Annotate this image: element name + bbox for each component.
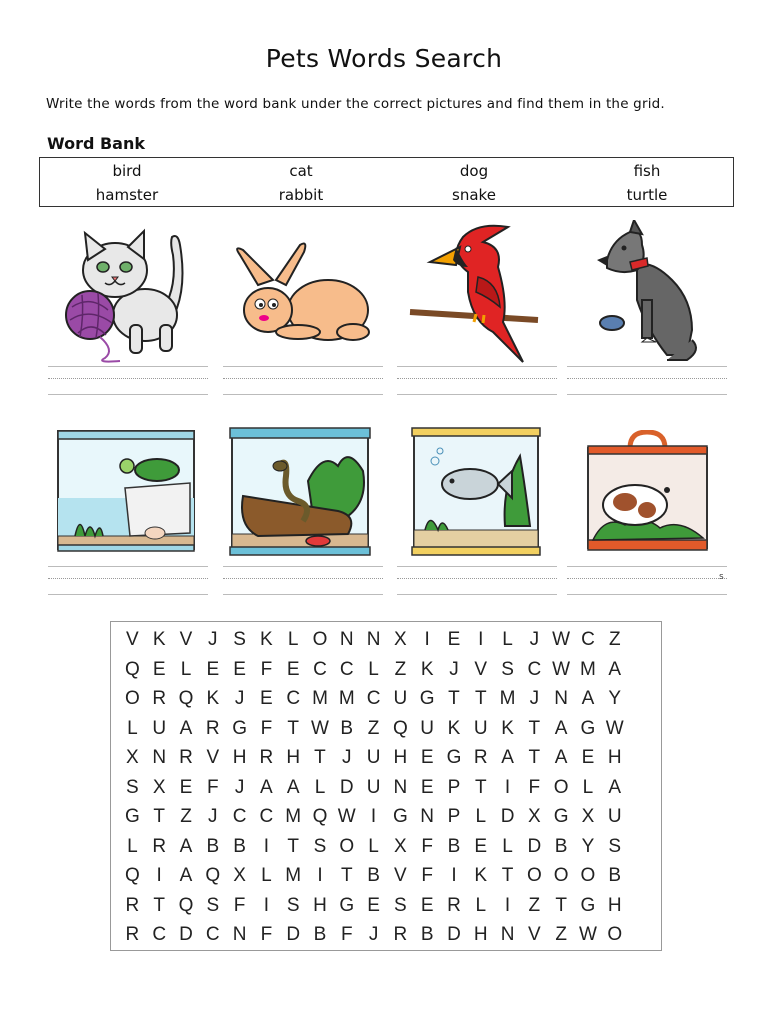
grid-letter[interactable]: L [368,835,379,857]
grid-letter[interactable]: R [393,924,408,945]
grid-letter[interactable]: W [552,658,571,680]
grid-letter[interactable]: Z [394,658,407,680]
grid-letter[interactable]: N [420,806,435,827]
grid-letter[interactable]: N [500,924,515,945]
word-bank-word: rabbit [278,186,324,204]
grid-row [119,891,655,921]
grid-letter[interactable]: S [233,629,246,650]
grid-letter[interactable]: U [366,747,381,768]
grid-letter[interactable]: N [152,747,167,768]
grid-row [119,684,655,714]
grid-letter[interactable]: D [527,835,542,857]
grid-letter[interactable]: F [260,658,273,680]
grid-letter[interactable]: K [501,717,514,739]
grid-letter[interactable]: H [473,924,488,945]
grid-letter[interactable]: B [367,865,380,886]
grid-letter[interactable]: Q [178,688,194,709]
page-title: Pets Words Search [265,44,503,73]
grid-letter[interactable]: F [340,924,353,945]
grid-letter[interactable]: L [502,629,513,650]
grid-letter[interactable]: Z [367,717,380,739]
grid-letter[interactable]: G [553,806,569,827]
cat-picture [60,225,190,365]
grid-letter[interactable]: L [582,776,594,798]
grid-letter[interactable]: G [580,894,596,916]
grid-letter[interactable]: M [285,806,302,827]
grid-letter[interactable]: M [312,688,328,709]
grid-letter[interactable]: W [552,629,571,650]
grid-letter[interactable]: B [447,835,461,857]
grid-letter[interactable]: H [393,747,408,768]
grid-letter[interactable]: O [339,835,355,857]
grid-letter[interactable]: O [553,776,569,798]
grid-letter[interactable]: X [581,806,595,827]
grid-letter[interactable]: V [528,924,541,945]
grid-row [119,625,655,655]
grid-letter[interactable]: N [339,629,354,650]
grid-letter[interactable]: S [206,894,220,916]
grid-letter[interactable]: O [607,924,623,945]
grid-letter[interactable]: H [607,894,622,916]
grid-letter[interactable]: P [447,806,461,827]
word-bank-word: dog [459,162,489,180]
grid-letter[interactable]: C [286,688,301,709]
grid-letter[interactable]: E [420,776,434,798]
bird-picture [408,222,543,364]
grid-letter[interactable]: G [419,688,435,709]
grid-letter[interactable]: E [447,629,461,650]
grid-letter[interactable]: N [393,776,408,798]
instructions: Write the words from the word bank under the correct pictures and find them in the grid. [46,96,665,112]
grid-letter[interactable]: A [554,747,568,768]
grid-letter[interactable]: Q [205,865,221,886]
grid-letter[interactable]: I [478,629,484,650]
grid-letter[interactable]: L [314,776,326,798]
grid-letter[interactable]: G [392,806,408,827]
grid-letter[interactable]: U [473,717,488,739]
word-bank-word: bird [112,162,142,180]
corner-mark: s [719,572,724,582]
grid-letter[interactable]: A [554,717,568,739]
word-bank-word: turtle [626,186,668,204]
grid-letter[interactable]: L [502,835,513,857]
grid-letter[interactable]: A [179,835,193,857]
grid-letter[interactable]: G [339,894,355,916]
grid-letter[interactable]: B [340,717,354,739]
grid-letter[interactable]: X [152,776,166,798]
grid-letter[interactable]: J [208,806,218,827]
grid-letter[interactable]: X [233,865,246,886]
grid-letter[interactable]: V [394,865,407,886]
grid-letter[interactable]: X [528,806,541,827]
grid-letter[interactable]: C [232,806,247,827]
grid-letter[interactable]: R [125,894,140,916]
grid-row [119,861,655,891]
grid-letter[interactable]: X [394,629,407,650]
grid-letter[interactable]: M [285,865,302,886]
grid-letter[interactable]: R [259,747,274,768]
grid-row [119,802,655,832]
grid-letter[interactable]: P [447,776,461,798]
grid-letter[interactable]: G [446,747,462,768]
grid-letter[interactable]: T [474,688,487,709]
grid-letter[interactable]: C [366,688,381,709]
rabbit-picture [228,240,373,348]
grid-letter[interactable]: I [504,894,511,916]
grid-letter[interactable]: S [313,835,327,857]
grid-letter[interactable]: B [233,835,246,857]
grid-letter[interactable]: Z [555,924,567,945]
grid-letter[interactable]: F [421,865,433,886]
grid-letter[interactable]: D [286,924,301,945]
grid-letter[interactable]: L [475,894,487,916]
grid-letter[interactable]: D [179,924,193,945]
grid-letter[interactable]: C [581,629,595,650]
grid-letter[interactable]: J [342,747,352,768]
grid-letter[interactable]: W [311,717,329,739]
grid-letter[interactable]: O [580,865,596,886]
grid-letter[interactable]: R [205,717,220,739]
word-bank-box [39,157,734,207]
grid-letter[interactable]: N [554,688,569,709]
grid-letter[interactable]: E [233,658,246,680]
grid-letter[interactable]: M [580,658,596,680]
grid-letter[interactable]: X [394,835,407,857]
grid-letter[interactable]: S [394,894,407,916]
grid-letter[interactable]: T [555,894,567,916]
grid-letter[interactable]: E [260,688,273,709]
grid-letter[interactable]: J [368,924,379,945]
grid-letter[interactable]: E [367,894,380,916]
grid-letter[interactable]: A [179,865,193,886]
grid-letter[interactable]: F [528,776,541,798]
grid-letter[interactable]: R [152,688,167,709]
grid-letter[interactable]: G [125,806,140,827]
grid-letter[interactable]: Q [392,717,408,739]
turtle-tank-picture [55,428,197,554]
grid-letter[interactable]: T [153,806,165,827]
grid-letter[interactable]: I [370,806,377,827]
grid-letter[interactable]: I [424,629,430,650]
grid-letter[interactable]: E [581,747,595,768]
grid-letter[interactable]: L [127,835,138,857]
grid-letter[interactable]: T [528,717,541,739]
grid-letter[interactable]: K [206,688,220,709]
grid-letter[interactable]: L [287,629,299,650]
grid-letter[interactable]: B [206,835,220,857]
grid-letter[interactable]: K [260,629,273,650]
grid-letter[interactable]: H [607,747,622,768]
grid-letter[interactable]: T [287,717,299,739]
grid-letter[interactable]: E [286,658,300,680]
grid-letter[interactable]: Q [178,894,194,916]
grid-letter[interactable]: T [448,688,460,709]
grid-letter[interactable]: K [152,629,166,650]
grid-row [119,714,655,744]
hamster-cage-picture [585,430,710,555]
grid-letter[interactable]: K [474,865,488,886]
grid-letter[interactable]: C [339,658,354,680]
grid-letter[interactable]: U [607,806,622,827]
grid-letter[interactable]: M [499,688,516,709]
grid-letter[interactable]: A [608,776,622,798]
grid-letter[interactable]: B [313,924,327,945]
word-bank-word: cat [289,162,313,180]
grid-letter[interactable]: S [501,658,514,680]
word-search-grid [110,621,662,951]
grid-letter[interactable]: M [338,688,355,709]
grid-letter[interactable]: U [420,717,435,739]
grid-letter[interactable]: Q [125,658,140,680]
grid-letter[interactable]: Y [581,835,595,857]
word-bank-word: fish [633,162,661,180]
grid-row [119,655,655,685]
grid-letter[interactable]: I [504,776,511,798]
grid-row [119,773,655,803]
grid-letter[interactable]: I [263,894,270,916]
grid-letter[interactable]: Q [125,865,140,886]
grid-letter[interactable]: V [126,629,139,650]
grid-letter[interactable]: L [368,658,379,680]
grid-letter[interactable]: R [473,747,488,768]
grid-letter[interactable]: J [449,658,459,680]
grid-letter[interactable]: O [526,865,542,886]
grid-letter[interactable]: K [420,658,434,680]
grid-letter[interactable]: A [260,776,273,798]
grid-row [119,743,655,773]
grid-letter[interactable]: W [605,717,624,739]
grid-row [119,832,655,862]
grid-letter[interactable]: V [474,658,488,680]
word-bank-word: hamster [95,186,159,204]
grid-letter[interactable]: B [420,924,434,945]
word-bank-word: snake [452,186,496,204]
grid-letter[interactable]: O [312,629,328,650]
grid-letter[interactable]: V [206,747,220,768]
grid-letter[interactable]: Q [312,806,328,827]
grid-letter[interactable]: A [581,688,595,709]
grid-row [119,920,655,950]
grid-letter[interactable]: R [179,747,193,768]
grid-letter[interactable]: V [179,629,193,650]
grid-letter[interactable]: E [420,894,434,916]
grid-letter[interactable]: D [500,806,515,827]
grid-letter[interactable]: L [261,865,272,886]
word-bank-heading: Word Bank [47,134,146,153]
grid-letter[interactable]: U [366,776,381,798]
grid-letter[interactable]: A [179,717,193,739]
grid-letter[interactable]: T [314,747,326,768]
grid-letter[interactable]: L [475,806,487,827]
grid-letter[interactable]: X [126,747,139,768]
grid-letter[interactable]: B [554,835,568,857]
grid-letter[interactable]: K [447,717,461,739]
grid-letter[interactable]: T [474,776,487,798]
grid-letter[interactable]: O [553,865,569,886]
grid-letter[interactable]: O [125,688,140,709]
grid-letter[interactable]: T [528,747,541,768]
dog-picture [592,220,707,365]
grid-letter[interactable]: C [259,806,274,827]
grid-letter[interactable]: J [234,688,245,709]
grid-letter[interactable]: B [608,865,622,886]
grid-letter[interactable]: T [501,865,514,886]
grid-letter[interactable]: E [420,747,434,768]
grid-letter[interactable]: N [366,629,381,650]
grid-letter[interactable]: F [260,924,273,945]
grid-letter[interactable]: J [529,629,540,650]
grid-letter[interactable]: D [447,924,461,945]
grid-letter[interactable]: S [608,835,622,857]
grid-letter[interactable]: Z [528,894,541,916]
grid-letter[interactable]: H [232,747,247,768]
grid-letter[interactable]: U [152,717,167,739]
grid-letter[interactable]: C [152,924,167,945]
grid-letter[interactable]: L [180,658,192,680]
grid-letter[interactable]: F [421,835,433,857]
grid-letter[interactable]: C [205,924,220,945]
snake-tank-picture [228,426,372,558]
grid-letter[interactable]: Z [180,806,192,827]
grid-letter[interactable]: A [286,776,300,798]
grid-letter[interactable]: F [233,894,246,916]
grid-letter[interactable]: F [206,776,219,798]
grid-letter[interactable]: Z [608,629,621,650]
grid-letter[interactable]: G [232,717,247,739]
grid-letter[interactable]: R [447,894,461,916]
grid-letter[interactable]: E [206,658,220,680]
grid-letter[interactable]: Y [608,688,622,709]
grid-letter[interactable]: T [287,835,299,857]
grid-letter[interactable]: C [527,658,542,680]
grid-letter[interactable]: T [153,894,165,916]
grid-letter[interactable]: C [313,658,327,680]
grid-letter[interactable]: I [156,865,162,886]
grid-letter[interactable]: R [152,835,167,857]
grid-letter[interactable]: S [126,776,139,798]
grid-letter[interactable]: E [152,658,166,680]
grid-letter[interactable]: J [529,688,540,709]
grid-letter[interactable]: J [234,776,245,798]
grid-letter[interactable]: L [127,717,138,739]
grid-letter[interactable]: T [340,865,353,886]
grid-letter[interactable]: U [393,688,408,709]
grid-letter[interactable]: A [608,658,622,680]
grid-letter[interactable]: W [337,806,356,827]
grid-letter[interactable]: A [501,747,514,768]
grid-letter[interactable]: J [208,629,218,650]
grid-letter[interactable]: D [339,776,354,798]
grid-letter[interactable]: E [474,835,488,857]
grid-letter[interactable]: N [232,924,247,945]
grid-letter[interactable]: F [260,717,273,739]
grid-letter[interactable]: W [578,924,597,945]
grid-letter[interactable]: I [451,865,457,886]
grid-letter[interactable]: E [179,776,193,798]
grid-letter[interactable]: H [286,747,301,768]
grid-letter[interactable]: S [286,894,300,916]
grid-letter[interactable]: I [263,835,270,857]
fish-tank-picture [410,426,542,558]
grid-letter[interactable]: H [313,894,327,916]
grid-letter[interactable]: I [317,865,323,886]
grid-letter[interactable]: G [580,717,596,739]
grid-letter[interactable]: R [125,924,140,945]
